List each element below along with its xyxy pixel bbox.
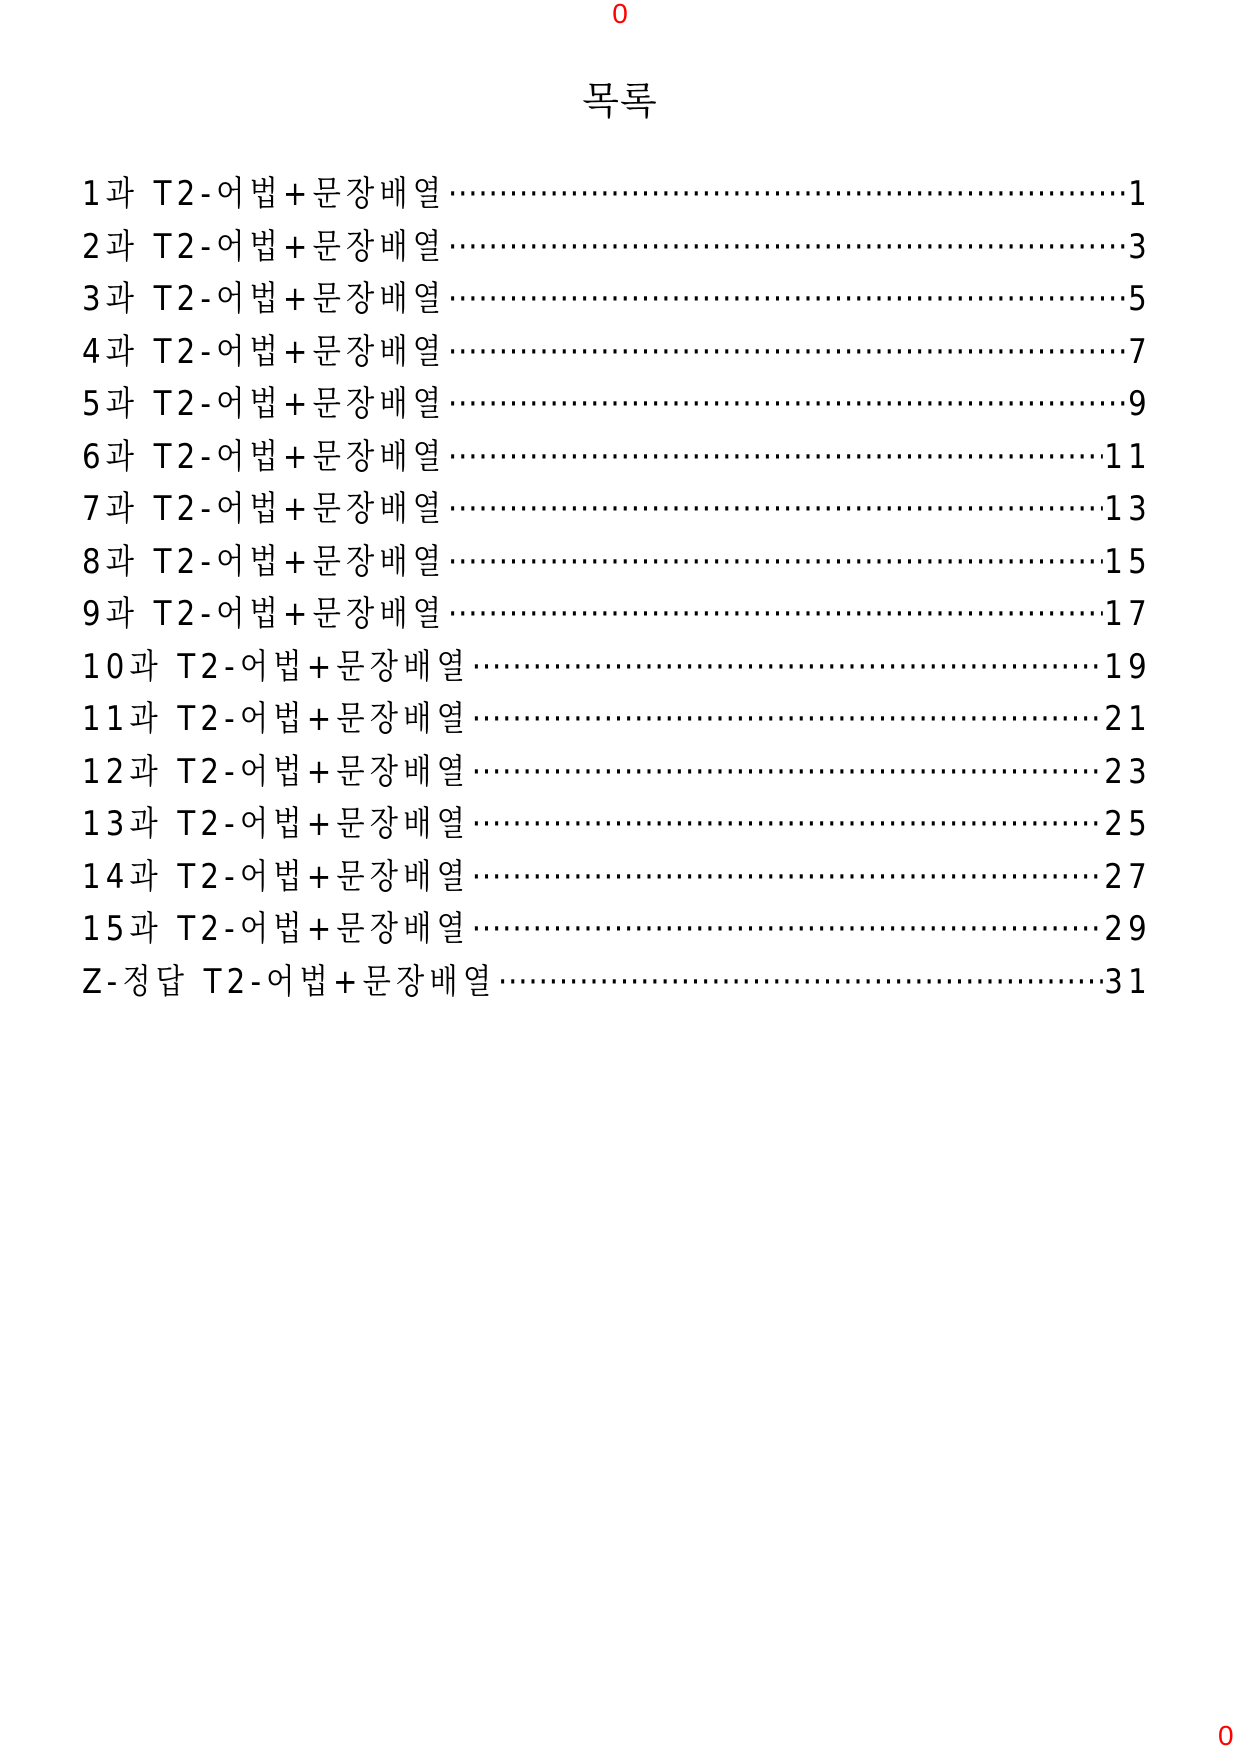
toc-entry[interactable]: [82, 956, 1152, 1009]
toc-entry[interactable]: [82, 746, 1152, 799]
toc-leader-dots: [498, 956, 1103, 1009]
toc-entry-page: 21: [1104, 699, 1152, 739]
toc-entry[interactable]: [82, 221, 1152, 274]
toc-leader-dots: [472, 746, 1103, 799]
toc-entry-text: 10과 T2-어법+문장배열: [82, 646, 470, 687]
toc-leader-dots: [448, 378, 1126, 431]
toc-entry-text: 5과 T2-어법+문장배열: [82, 384, 447, 424]
toc-leader-dots: [448, 536, 1103, 589]
toc-leader-dots: [448, 483, 1103, 536]
toc-entry-page: 5: [1128, 279, 1152, 319]
toc-leader-dots: [448, 431, 1103, 484]
toc-entry-page: 7: [1128, 331, 1152, 372]
toc-entry-text: 4과 T2-어법+문장배열: [82, 331, 447, 372]
toc-entry-text: 13과 T2-어법+문장배열: [82, 804, 470, 844]
toc-entry-page: 13: [1104, 489, 1152, 529]
toc-entry-text: 11과 T2-어법+문장배열: [82, 699, 470, 739]
toc-list: [82, 168, 1152, 1008]
toc-entry[interactable]: [82, 326, 1152, 379]
toc-leader-dots: [472, 851, 1103, 904]
toc-entry-page: 23: [1104, 751, 1152, 792]
page-marker-bottom: 0: [1218, 1720, 1234, 1751]
toc-leader-dots: [472, 641, 1103, 694]
toc-title: 목록: [582, 79, 658, 123]
toc-entry[interactable]: [82, 588, 1152, 641]
toc-leader-dots: [448, 326, 1126, 379]
toc-entry-text: 3과 T2-어법+문장배열: [82, 279, 447, 319]
toc-entry[interactable]: [82, 273, 1152, 326]
page-marker-top: 0: [612, 0, 628, 29]
toc-entry-text: 7과 T2-어법+문장배열: [82, 489, 447, 529]
toc-entry-page: 3: [1128, 226, 1152, 267]
toc-entry[interactable]: [82, 641, 1152, 694]
toc-entry-text: 12과 T2-어법+문장배열: [82, 751, 470, 792]
toc-entry-text: 14과 T2-어법+문장배열: [82, 856, 470, 897]
toc-entry[interactable]: [82, 851, 1152, 904]
toc-leader-dots: [448, 168, 1126, 221]
toc-entry-text: 9과 T2-어법+문장배열: [82, 594, 447, 634]
toc-entry-text: 2과 T2-어법+문장배열: [82, 226, 447, 267]
toc-entry-page: 17: [1104, 594, 1152, 634]
toc-leader-dots: [472, 693, 1103, 746]
toc-entry[interactable]: [82, 378, 1152, 431]
toc-entry-page: 1: [1128, 174, 1152, 214]
toc-entry-page: 15: [1104, 541, 1152, 582]
toc-entry-page: 9: [1128, 384, 1152, 424]
toc-entry[interactable]: [82, 483, 1152, 536]
toc-leader-dots: [472, 903, 1103, 956]
toc-entry[interactable]: [82, 536, 1152, 589]
toc-entry-page: 19: [1104, 646, 1152, 687]
toc-entry[interactable]: [82, 798, 1152, 851]
toc-leader-dots: [448, 221, 1126, 274]
toc-leader-dots: [472, 798, 1103, 851]
toc-entry-page: 31: [1104, 961, 1152, 1002]
toc-entry-page: 29: [1104, 909, 1152, 949]
toc-entry-text: 15과 T2-어법+문장배열: [82, 909, 470, 949]
toc-leader-dots: [448, 588, 1103, 641]
toc-entry[interactable]: [82, 903, 1152, 956]
toc-entry-text: 1과 T2-어법+문장배열: [82, 174, 447, 214]
toc-entry-text: 8과 T2-어법+문장배열: [82, 541, 447, 582]
toc-entry[interactable]: [82, 168, 1152, 221]
toc-entry-page: 27: [1104, 856, 1152, 897]
toc-entry-page: 11: [1104, 436, 1152, 477]
toc-entry-text: 6과 T2-어법+문장배열: [82, 436, 447, 477]
toc-entry-page: 25: [1104, 804, 1152, 844]
toc-entry[interactable]: [82, 431, 1152, 484]
toc-entry[interactable]: [82, 693, 1152, 746]
toc-leader-dots: [448, 273, 1126, 326]
toc-entry-text: Z-정답 T2-어법+문장배열: [82, 961, 497, 1002]
